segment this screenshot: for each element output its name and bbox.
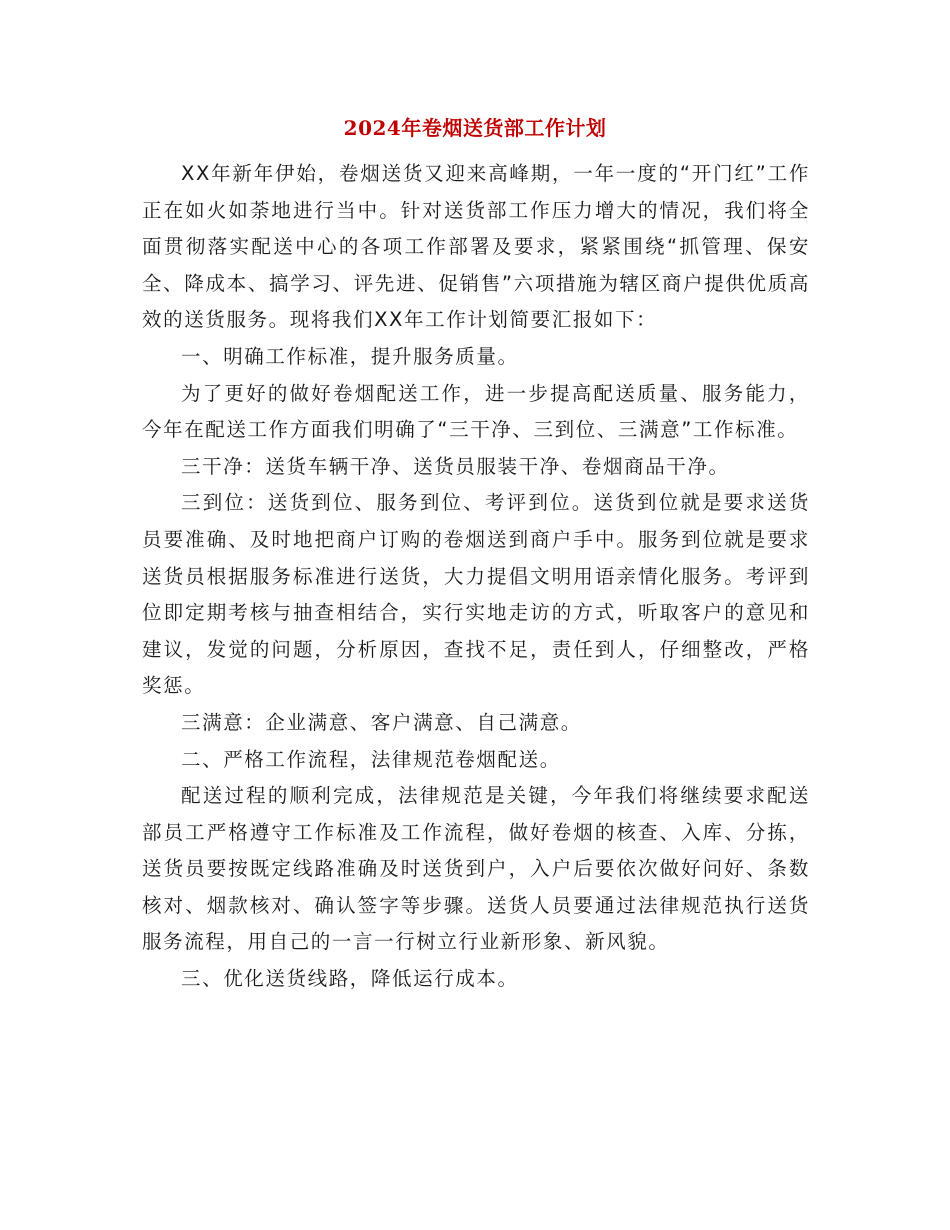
paragraph-intro: XX年新年伊始，卷烟送货又迎来高峰期，一年一度的“开门红”工作正在如火如荼地进行当中。针对送货部工作压力增大的情况，我们将全面贯彻落实配送中心的各项工作部署及要求，紧紧围绕“抓管理、保安全、降成本、搞学习、评先进、促销售”六项措施为辖区商户提供优质高效的送货服务。现将我们XX年工作计划简要汇报如下：	[142, 162, 810, 332]
paragraph-standards: 为了更好的做好卷烟配送工作，进一步提高配送质量、服务能力，今年在配送工作方面我们明确了“三干净、三到位、三满意”工作标准。	[142, 381, 810, 442]
paragraph-three-satisfied: 三满意：企业满意、客户满意、自己满意。	[181, 710, 582, 734]
paragraph-process: 配送过程的顺利完成，法律规范是关键，今年我们将继续要求配送部员工严格遵守工作标准及工作流程，做好卷烟的核查、入库、分拣，送货员要按既定线路准确及时送货到户，入户后要依次做好问好、条数核对、烟款核对、确认签字等步骤。送货人员要通过法律规范执行送货服务流程，用自己的一言一行树立行业新形象、新风貌。	[142, 784, 810, 954]
paragraph-three-clean: 三干净：送货车辆干净、送货员服装干净、卷烟商品干净。	[181, 454, 730, 478]
document-title: 2024年卷烟送货部工作计划	[343, 116, 607, 140]
paragraph-three-in-place: 三到位：送货到位、服务到位、考评到位。送货到位就是要求送货员要准确、及时地把商户订购的卷烟送到商户手中。服务到位就是要求送货员根据服务标准进行送货，大力提倡文明用语亲情化服务。考评到位即定期考核与抽查相结合，实行实地走访的方式，听取客户的意见和建议，发觉的问题，分析原因，查找不足，责任到人，仔细整改，严格奖惩。	[142, 491, 810, 698]
section-heading-1: 一、明确工作标准，提升服务质量。	[181, 344, 519, 368]
document-body	[142, 156, 810, 998]
section-heading-3: 三、优化送货线路，降低运行成本。	[181, 967, 519, 991]
section-heading-2: 二、严格工作流程，法律规范卷烟配送。	[181, 747, 561, 771]
